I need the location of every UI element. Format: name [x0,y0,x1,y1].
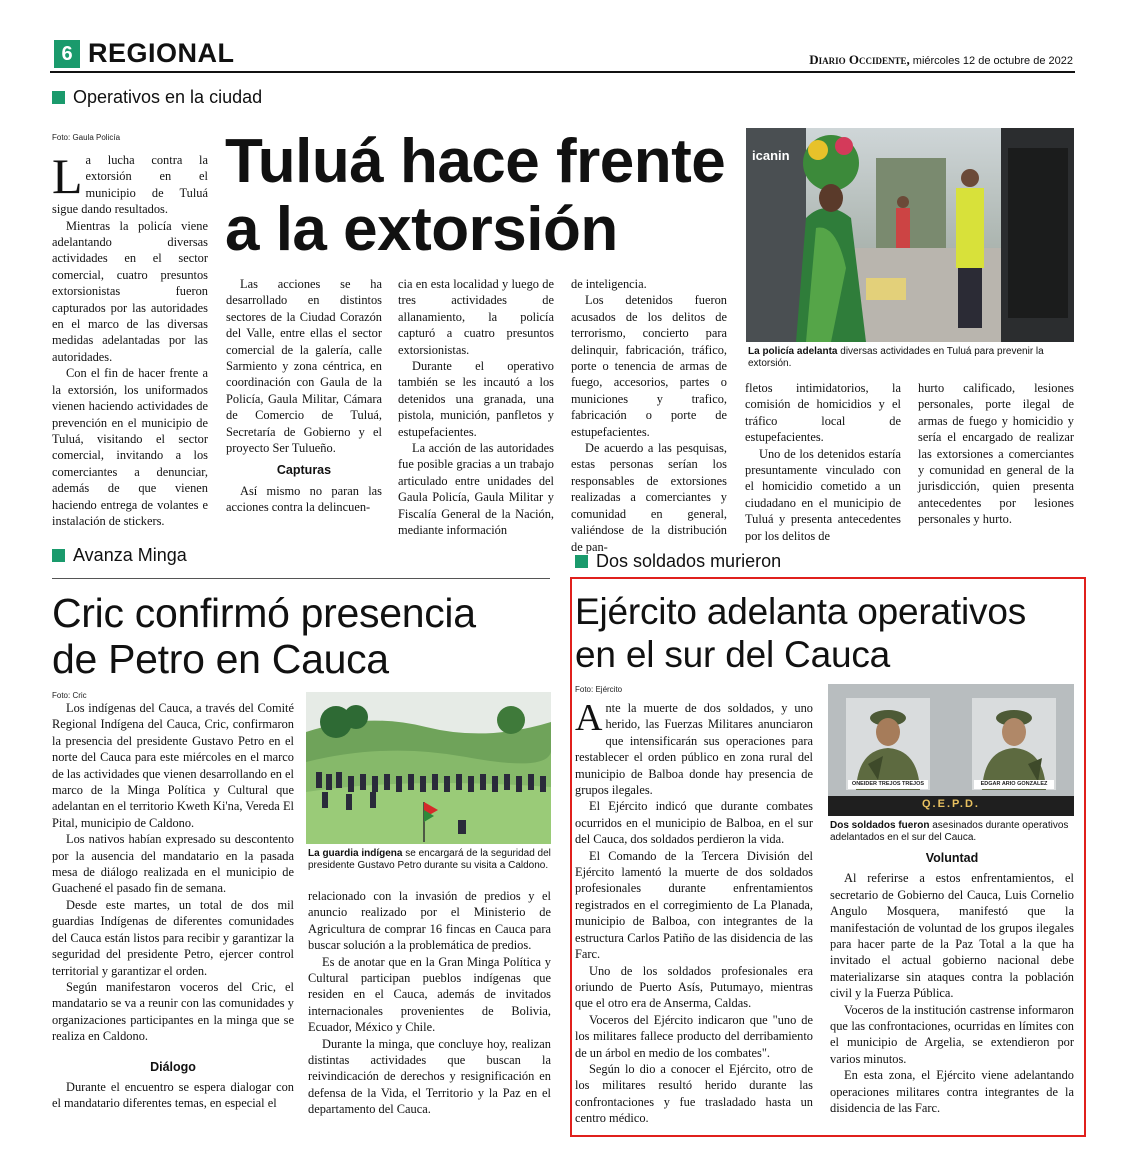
paragraph: En esta zona, el Ejército viene adelantando operaciones militares contra integrantes de la disidencia de las Farc. [830,1068,1074,1116]
story2-photo [306,692,551,844]
story1-col-2 [226,276,382,516]
paragraph: relacionado con la invasión de predios y el anuncio realizado por el Ministerio de Agricultura de comprar 16 fincas en Cauca para buscar solución a la problemática de predios. [308,889,551,953]
qepd-label: Q.E.P.D. [922,798,980,810]
paragraph: Los nativos habían expresado su descontento por la ausencia del mandatario en la pasada mesa de diálogo realizada en el municipio de Guachené el pasado fin de semana. [52,832,294,896]
story2-kicker [52,545,187,566]
headline-line-2: de Petro en Cauca [52,636,389,682]
photo-credit: Foto: Cric [52,691,87,700]
soldiers-portrait-illustration [828,684,1074,816]
story1-kicker [52,87,262,108]
story3-col-2 [830,848,1074,1117]
subhead-dialogo: Diálogo [150,1059,196,1074]
headline-line-1: Tuluá hace frente [225,127,726,196]
section-title: REGIONAL [88,38,235,68]
photo-credit: Foto: Gaula Policía [52,133,121,142]
masthead [809,52,1073,68]
paragraph: Según lo dio a conocer el Ejército, otro de los militares resultó herido durante las confrontaciones y fue trasladado hasta un centro médico. [575,1061,813,1126]
paragraph: Uno de los detenidos estaría presuntamente vinculado con el homicidio cometido a un ciudadano en el municipio de Tuluá y presenta antecedentes por los delitos de [745,446,901,543]
paragraph: Durante la minga, que concluye hoy, realizan distintas actividades que buscan la reivindicación de derechos y resignificación en defensa de la Vida, el Territorio y la Paz en el departamento del Cauca. [308,1036,551,1117]
kicker-square-icon [575,555,588,568]
paragraph: Desde este martes, un total de dos mil guardias Indígenas de diferentes comunidades del Cauca están listos para recibir y garantizar la seguridad del presidente Petro, ejercer control territorial y garantizar el orden. [52,897,294,978]
kicker-square-icon [52,549,65,562]
headline-line-2: en el sur del Cauca [575,634,890,675]
hillside-gathering-illustration [306,692,551,844]
paragraph: Es de anotar que en la Gran Minga Política y Cultural participan pueblos indígenas que residen en el Cauca, además de invitados internacionales provenientes de Bolivia, Ecuador, México y Chile. [308,954,551,1035]
subhead-capturas: Capturas [276,463,332,478]
story2-headline [52,590,476,682]
story1-col-6 [918,380,1074,528]
headline-line-1: Cric confirmó presencia [52,590,476,636]
kicker-text: Dos soldados murieron [596,551,782,571]
paragraph: El Ejército indicó que durante combates ocurridos en el municipio de Balboa, en el sur del Cauca, dos soldados perdieron la vida. [575,799,813,847]
paragraph: Según manifestaron voceros del Cric, el mandatario se va a reunir con las comunidades y organizaciones participantes en la minga que se realiza en Caldono. [52,979,294,1044]
paragraph: Mientras la policía viene adelantando diversas actividades en el sector comercial, cuatro presuntos extorsionistas fueron capturados por las autoridades en el marco de las diversas medidas adelantadas por las autoridades. [52,218,208,364]
paragraph: de inteligencia. [571,277,647,291]
story2-col-2 [308,888,551,1118]
soldier-name-right: EDGAR ARIO GONZALEZ [980,781,1048,787]
dropcap: L [52,148,83,204]
paper-name: Diario Occidente, [809,52,910,67]
headline-line-1: Ejército adelanta operativos [575,591,1027,632]
story1-photo [746,128,1074,342]
story2-col-1 [52,700,294,1112]
story1-col-5 [745,380,901,544]
story3-headline [575,590,1026,676]
paragraph: Durante el encuentro se espera dialogar con el mandatario diferentes temas, en especial el [52,1079,294,1111]
paragraph: De acuerdo a las pesquisas, estas personas serían los responsables de extorsiones realizadas a comerciantes y comunidad en general, valiéndose de la distribución de pan- [571,441,727,554]
paragraph: Con el fin de hacer frente a la extorsión, los uniformados vienen haciendo actividades de prevención en el municipio de Tuluá, visitando el sector comercial, invitando a los comerciantes a denunciar, además de que vienen haciendo entrega de volantes e instalación de stickers. [52,366,208,528]
subhead-voluntad: Voluntad [925,851,979,865]
kicker-square-icon [52,91,65,104]
story2-photo-caption: La guardia indígena se encargará de la seguridad del presidente Gustavo Petro durante su visita a Caldono. [308,848,551,871]
page-number: 6 [61,43,73,65]
soldier-name-left: ONEIDER TREJOS TREJOS [851,781,925,787]
photo-credit: Foto: Ejército [575,685,623,694]
paragraph: Voceros de la institución castrense informaron que las confrontaciones, ocurridas en límites con el municipio de Argelia, se extendieron por varios minutos. [830,1002,1074,1066]
paragraph: Al referirse a estos enfrentamientos, el secretario de Gobierno del Cauca, Luis Cornelio Angulo Mosquera, manifestó que la manifestación de voluntad de los grupos ilegales para hacer parte de la Paz Total a la que ha invitado el actual gobierno nacional debe materializarse sin ataques contra la población civil y la Fuerza Pública. [830,871,1074,1001]
paragraph: Las acciones se ha desarrollado en distintos sectores de la Ciudad Corazón del Valle, entre ellas el sector comercial de la galería, calle Sarmiento y zona céntrica, en coordinación con Gaula de la Policía, Gaula Militar, Cámara de Comercio de Tuluá, Secretaría de Gobierno y el proyecto Ser Tulueño. [226,277,382,456]
paragraph: Voceros del Ejército indicaron que "uno de los militares fallece producto del derribamiento de un árbol en medio de los combates". [575,1012,813,1060]
page-number-badge [54,40,80,68]
paragraph: Durante el operativo también se les incautó a los detenidos una granada, una pistola, munición, panfletos y estupefacientes. [398,359,554,439]
kicker-text: Operativos en la ciudad [73,87,263,107]
paragraph: hurto calificado, lesiones personales, porte ilegal de armas de fuego y homicidio y sería el encargado de realizar las extorsiones a comerciantes y comunidad en general de la jurisdicción, quien presenta antecedentes por lesiones personales y hurto. [918,381,1074,527]
paragraph: Así mismo no paran las acciones contra la delincuen- [226,483,382,515]
kicker-text: Avanza Minga [73,545,187,565]
story3-col-1: Ante la muerte de dos soldados, y uno herido, las Fuerzas Militares anunciaron que intensificarán sus operaciones para restablecer el orden público en zona rural del municipio de Balboa donde hay presencia de grupos ilegales. El Ejército indicó que durante combates ocurridos en el municipio de Balboa, en el sur del Cauca, dos soldados perdieron la vida. El Comando de la Tercera División del Ejército lamentó la muerte de dos soldados profesionales durante enfrentamientos registrados en el corregimiento de La Planada, municipio de Balboa, con integrantes de la estructura Carlos Patiño de las disidencia de las Farc. Uno de los soldados profesionales era oriundo de Puerto Asís, Putumayo, mientras que el otro era de Anserma, Caldas. Voceros del Ejército indicaron que "uno de los militares fallece producto del derribamiento de un árbol en medio de los combates". Según lo dio a conocer el Ejército, otro de los militares resultó herido durante las confrontaciones y fue trasladado hasta un centro médico. [575,697,813,1126]
story1-col-3 [398,276,554,539]
story3-photo-caption: Dos soldados fueron asesinados durante operativos adelantados en el sur del Cauca. [830,820,1069,843]
header-rule [50,71,1075,73]
issue-date: miércoles 12 de octubre de 2022 [912,55,1073,67]
story3-photo [828,684,1074,816]
story1-col-4 [571,276,727,555]
paragraph: Los detenidos fueron acusados de los delitos de terrorismo, concierto para delinquir, fabricación, tráfico, porte o tenencia de armas de fuego, accesorios, partes o municiones y trafico, fabricación o porte de estupefacientes. [571,293,727,439]
paragraph: Uno de los soldados profesionales era oriundo de Puerto Asís, Putumayo, mientras que el otro era de Anserma, Caldas. [575,963,813,1011]
headline-line-2: a la extorsión [225,195,618,264]
paragraph: La acción de las autoridades fue posible gracias a un trabajo articulado entre unidades del Gaula Policía, Gaula Militar y Fiscalía General de la Nación, mediante información [398,441,554,538]
story1-col-1: La lucha contra la extorsión en el municipio de Tuluá sigue dando resultados. Mientras la policía viene adelantando diversas actividades en el sector comercial, cuatro presuntos extorsionistas fueron capturados por las autoridades en el marco de las diversas medidas adelantadas por las autoridades. Con el fin de hacer frente a la extorsión, los uniformados vienen haciendo actividades de prevención en el municipio de Tuluá, visitando el sector comercial, invitando a los comerciantes a denunciar, además de que vienen haciendo entrega de volantes e instalación de stickers. [52,148,208,528]
paragraph: El Comando de la Tercera División del Ejército lamentó la muerte de dos soldados profesionales durante enfrentamientos registrados en el corregimiento de La Planada, municipio de Balboa, con integrantes de la estructura Carlos Patiño de las disidencia de las Farc. [575,848,813,962]
svg-text:icanin: icanin [752,148,790,163]
story3-kicker [575,551,781,572]
paragraph: cia en esta localidad y luego de tres actividades de allanamiento, la policía capturó a cuatro presuntos extorsionistas. [398,277,554,357]
dropcap: A [575,697,603,739]
story2-rule [52,578,550,579]
story1-headline [225,128,725,264]
paragraph: fletos intimidatorios, la comisión de homicidios y el tráfico local de estupefacientes. [745,381,901,445]
story1-photo-caption: La policía adelanta diversas actividades en Tuluá para prevenir la extorsión. [748,346,1044,369]
street-scene-illustration [746,128,1074,342]
paragraph: Los indígenas del Cauca, a través del Comité Regional Indígena del Cauca, Cric, confirmaron la presencia del presidente Gustavo Petro en el norte del Cauca para este miércoles en el marco de las actividades que vienen desarrollando en el marco de la Minga Política y Cultural que adelantan en el territorio Kweth Ki'na, Vereda El Pital, municipio de Caldono. [52,701,294,830]
